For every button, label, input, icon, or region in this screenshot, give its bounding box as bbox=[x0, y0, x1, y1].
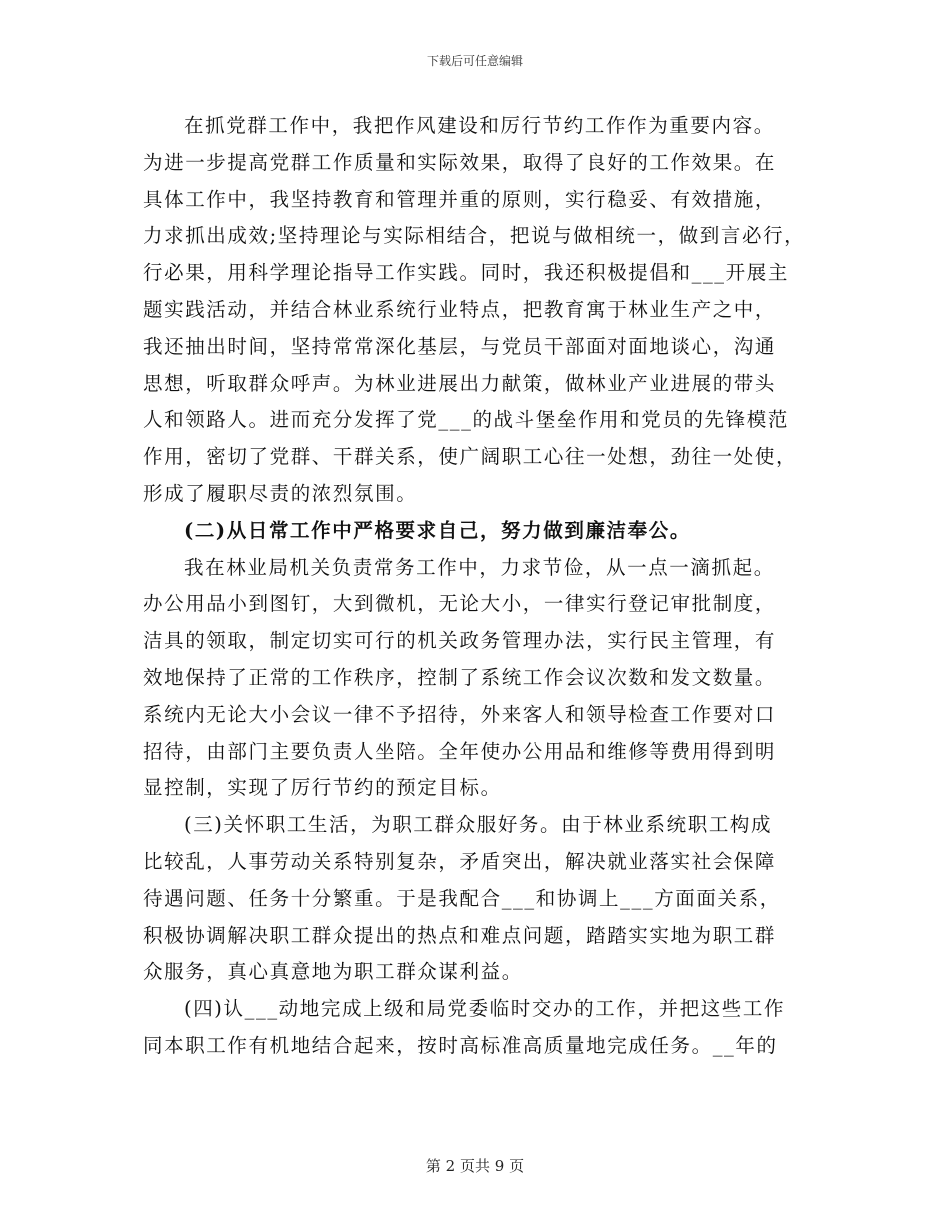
paragraph-line: 形成了履职尽责的浓烈氛围。 bbox=[143, 481, 418, 505]
paragraph-line: 我在林业局机关负责常务工作中，力求节俭，从一点一滴抓起。 bbox=[184, 555, 775, 579]
paragraph-line: 办公用品小到图钉，大到微机，无论大小，一律实行登记审批制度， bbox=[143, 592, 777, 616]
document-body bbox=[143, 108, 823, 1065]
paragraph-line: 在抓党群工作中，我把作风建设和厉行节约工作作为重要内容。 bbox=[184, 114, 775, 137]
paragraph-line: 显控制，实现了厉行节约的预定目标。 bbox=[143, 776, 502, 800]
paragraph-line: 比较乱，人事劳动关系特别复杂，矛盾突出，解决就业落实社会保障 bbox=[143, 849, 777, 873]
paragraph-line: (四)认___动地完成上级和局党委临时交办的工作，并把这些工作 bbox=[184, 997, 786, 1021]
page-header: 下载后可任意编辑 bbox=[426, 54, 523, 68]
paragraph-line: 行必果，用科学理论指导工作实践。同时，我还积极提倡和___开展主 bbox=[143, 261, 789, 285]
paragraph-line: 系统内无论大小会议一律不予招待，外来客人和领导检查工作要对口 bbox=[143, 702, 777, 726]
paragraph-line: 众服务，真心真意地为职工群众谋利益。 bbox=[143, 960, 523, 984]
paragraph-line: (三)关怀职工生活，为职工群众服好务。由于林业系统职工构成 bbox=[184, 813, 773, 837]
paragraph-line: 为进一步提高党群工作质量和实际效果，取得了良好的工作效果。在 bbox=[143, 150, 777, 174]
page-footer: 第 2 页共 9 页 bbox=[425, 1157, 525, 1175]
paragraph-line: 我还抽出时间，坚持常常深化基层，与党员干部面对面地谈心，沟通 bbox=[143, 334, 777, 358]
section-heading: (二)从日常工作中严格要求自己，努力做到廉洁奉公。 bbox=[184, 518, 691, 542]
paragraph-line: 思想，听取群众呼声。为林业进展出力献策，做林业产业进展的带头 bbox=[143, 371, 777, 395]
paragraph-line: 洁具的领取，制定切实可行的机关政务管理办法，实行民主管理，有 bbox=[143, 629, 777, 653]
paragraph-line: 具体工作中，我坚持教育和管理并重的原则，实行稳妥、有效措施， bbox=[143, 187, 777, 211]
paragraph-line: 力求抓出成效;坚持理论与实际相结合，把说与做相统一，做到言必行， bbox=[143, 224, 806, 248]
paragraph-line: 待遇问题、任务十分繁重。于是我配合___和协调上___方面面关系， bbox=[143, 886, 781, 910]
paragraph-line: 积极协调解决职工群众提出的热点和难点问题，踏踏实实地为职工群 bbox=[143, 923, 777, 947]
paragraph-line: 题实践活动，并结合林业系统行业特点，把教育寓于林业生产之中， bbox=[143, 297, 777, 321]
paragraph-line: 作用，密切了党群、干群关系，使广阔职工心往一处想，劲往一处使， bbox=[143, 445, 798, 469]
paragraph-line: 招待，由部门主要负责人坐陪。全年使办公用品和维修等费用得到明 bbox=[143, 739, 777, 763]
paragraph-line: 同本职工作有机地结合起来，按时高标准高质量地完成任务。__年的 bbox=[143, 1033, 778, 1057]
paragraph-line: 效地保持了正常的工作秩序，控制了系统工作会议次数和发文数量。 bbox=[143, 665, 777, 689]
paragraph-line: 人和领路人。进而充分发挥了党___的战斗堡垒作用和党员的先锋模范 bbox=[143, 408, 789, 432]
